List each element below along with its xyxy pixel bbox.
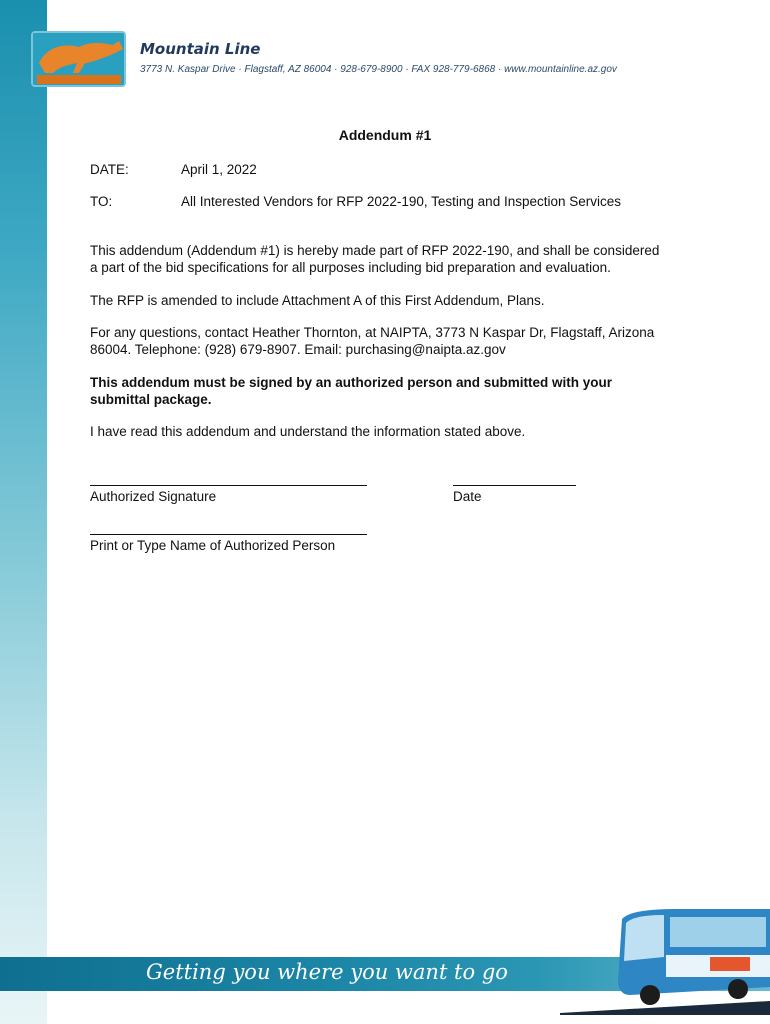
bus-illustration [560, 905, 770, 1015]
date-value: April 1, 2022 [181, 162, 257, 177]
print-name-line[interactable] [90, 534, 367, 535]
signature-requirement-line-2: submittal package. [90, 392, 212, 407]
signature-line[interactable] [90, 485, 367, 486]
decorative-sidebar [0, 0, 47, 1024]
document-title: Addendum #1 [338, 127, 432, 143]
signature-requirement-line-1: This addendum must be signed by an authorized person and submitted with your [90, 375, 613, 390]
paragraph-2: The RFP is amended to include Attachment A of this First Addendum, Plans. [90, 293, 545, 308]
to-label: TO: [90, 194, 113, 209]
to-value: All Interested Vendors for RFP 2022-190, Testing and Inspection Services [181, 194, 622, 209]
footer-tagline: Getting you where you want to go [146, 960, 508, 984]
paragraph-3-line-1: For any questions, contact Heather Thornton, at NAIPTA, 3773 N Kaspar Dr, Flagstaff, Arizona [90, 325, 655, 340]
print-name-label: Print or Type Name of Authorized Person [90, 538, 336, 553]
paragraph-1-line-1: This addendum (Addendum #1) is hereby made part of RFP 2022-190, and shall be considered [90, 243, 660, 258]
mountain-line-logo [31, 31, 126, 87]
date-signature-label: Date [453, 489, 482, 504]
org-address: 3773 N. Kaspar Drive · Flagstaff, AZ 86004 · 928-679-8900 · FAX 928-779-6868 · www.mountainline.az.gov [140, 64, 617, 75]
paragraph-4: I have read this addendum and understand the information stated above. [90, 424, 526, 439]
signature-label: Authorized Signature [90, 489, 217, 504]
org-name: Mountain Line [140, 40, 261, 58]
paragraph-1-line-2: a part of the bid specifications for all purposes including bid preparation and evaluation. [90, 260, 611, 275]
date-signature-line[interactable] [453, 485, 576, 486]
paragraph-3-line-2: 86004. Telephone: (928) 679-8907. Email: purchasing@naipta.az.gov [90, 342, 506, 357]
date-label: DATE: [90, 162, 129, 177]
